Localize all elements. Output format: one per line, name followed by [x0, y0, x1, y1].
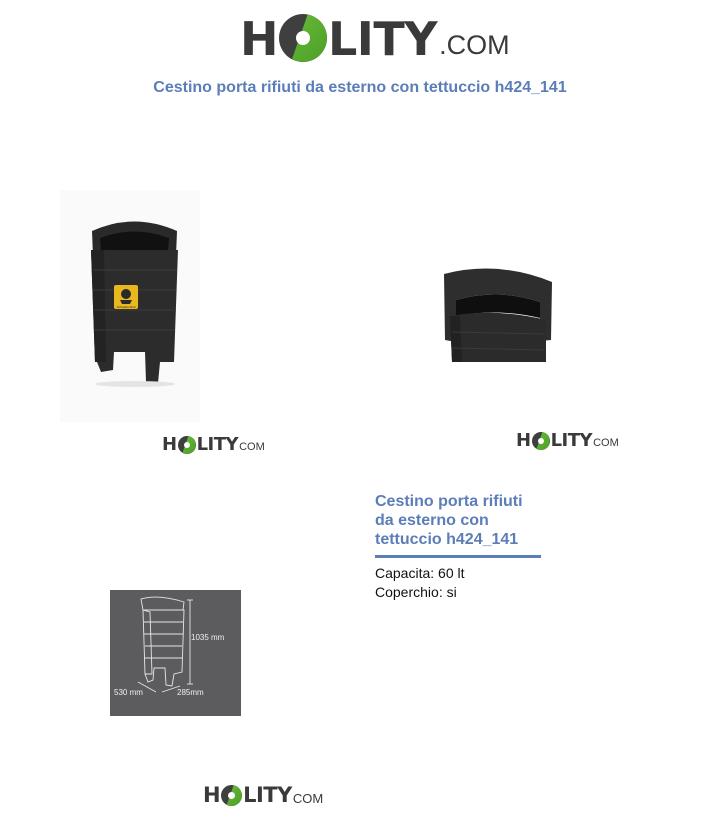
dimension-drawing: [110, 590, 241, 716]
watermark-letters-lity: LITY: [550, 430, 593, 451]
holity-logo[interactable]: [240, 12, 510, 66]
watermark-suffix: COM: [292, 791, 324, 806]
watermark-logo: [203, 785, 323, 806]
spec-capacity: Capacita: 60 lt: [375, 565, 465, 581]
logo-letter-h: H: [240, 12, 278, 66]
product-title: Cestino porta rifiuti da esterno con tettuccio h424_141: [375, 492, 541, 558]
watermark-o-icon: [178, 436, 196, 454]
watermark-suffix: COM: [239, 441, 265, 453]
bin-badge-text: Schwabenthal: [116, 305, 136, 309]
height-label: 1035 mm: [191, 633, 225, 642]
bin-hood-illustration: [440, 262, 556, 366]
width-label: 530 mm: [114, 688, 143, 697]
watermark-letter-h: H: [203, 783, 221, 807]
depth-label: 285mm: [177, 688, 204, 697]
product-image-front[interactable]: [60, 190, 200, 422]
logo-o-icon: [279, 14, 327, 62]
watermark-letter-h: H: [162, 434, 177, 455]
spec-lid: Coperchio: si: [375, 584, 457, 600]
watermark-logo: [516, 432, 619, 450]
watermark-logo: [162, 436, 265, 454]
watermark-suffix: COM: [593, 437, 619, 449]
watermark-o-icon: [532, 432, 550, 450]
page-title: Cestino porta rifiuti da esterno con tettuccio h424_141: [153, 79, 567, 96]
watermark-letter-h: H: [516, 430, 531, 451]
logo-suffix-com: .COM: [439, 30, 510, 60]
product-image-dimensions[interactable]: [110, 590, 241, 716]
bin-front-illustration: [60, 190, 200, 422]
watermark-letters-lity: LITY: [196, 434, 239, 455]
logo-letters-lity: LITY: [328, 12, 438, 66]
product-image-hood[interactable]: [440, 262, 556, 366]
watermark-o-icon: [221, 785, 242, 806]
watermark-letters-lity: LITY: [243, 783, 292, 807]
